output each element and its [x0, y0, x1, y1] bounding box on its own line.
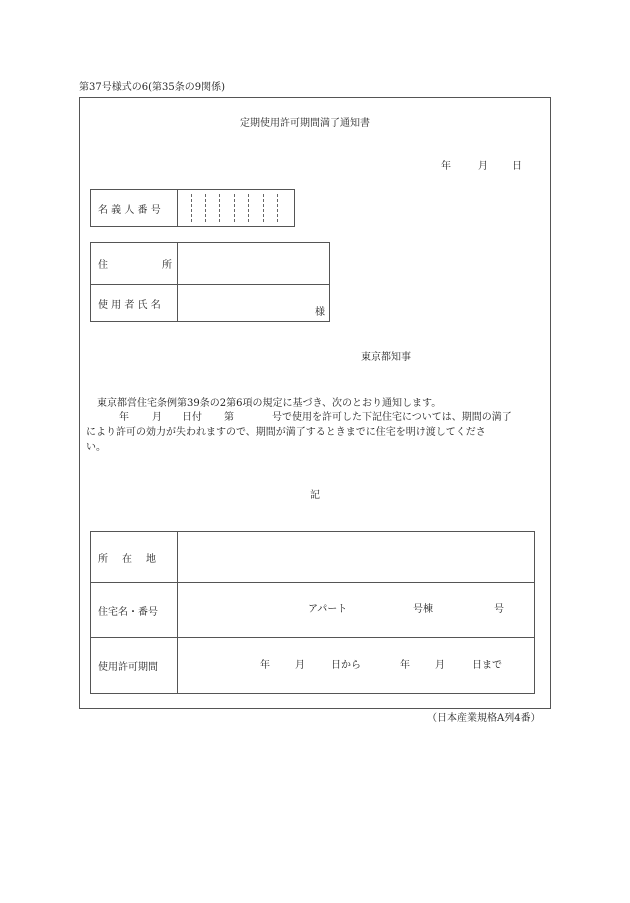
digit-divider [277, 194, 278, 222]
period-month-1: 月 [295, 660, 305, 671]
nominee-number-table [90, 189, 295, 227]
date-year: 年 [441, 161, 451, 172]
digit-divider [263, 194, 264, 222]
digit-divider [191, 194, 192, 222]
user-name-label: 使 用 者 氏 名 [91, 285, 178, 322]
period-month-2: 月 [435, 660, 445, 671]
user-name-field[interactable] [178, 285, 330, 322]
period-to: 日まで [472, 660, 502, 671]
housing-label: 住宅名・番号 [91, 583, 178, 638]
body-line-2-rest: 号で使用を許可した下記住宅については、期間の満了 [272, 412, 512, 423]
body-line-2-month: 月 [152, 412, 162, 423]
document-title: 定期使用許可期間満了通知書 [240, 118, 370, 129]
period-field[interactable] [178, 638, 535, 694]
digit-divider [205, 194, 206, 222]
period-from: 日から [331, 660, 361, 671]
ki-heading: 記 [310, 490, 320, 501]
issuer: 東京都知事 [361, 352, 411, 363]
body-line-3: により許可の効力が失われますので、期間が満了するときまでに住宅を明け渡してくださ [86, 427, 486, 438]
location-field[interactable] [178, 532, 535, 583]
period-year-2: 年 [400, 660, 410, 671]
address-label: 住 所 [91, 243, 178, 285]
location-label: 所 在 地 [91, 532, 178, 583]
period-label: 使用許可期間 [91, 638, 178, 694]
digit-divider [219, 194, 220, 222]
nominee-number-field[interactable] [178, 190, 295, 227]
body-line-2-no: 第 [224, 412, 234, 423]
housing-room: 号 [494, 604, 504, 615]
housing-field[interactable] [178, 583, 535, 638]
nominee-number-label: 名 義 人 番 号 [91, 190, 178, 227]
digit-divider [234, 194, 235, 222]
details-table [90, 531, 535, 694]
body-line-2-date: 日付 [182, 412, 202, 423]
body-line-1: 東京都営住宅条例第39条の2第6項の規定に基づき、次のとおり通知します。 [97, 398, 442, 409]
body-line-4: い。 [86, 442, 106, 453]
date-month: 月 [478, 161, 488, 172]
address-field[interactable] [178, 243, 330, 285]
housing-building: 号棟 [413, 604, 433, 615]
form-number: 第37号様式の6(第35条の9関係) [79, 82, 225, 93]
digit-divider [248, 194, 249, 222]
period-year-1: 年 [260, 660, 270, 671]
footer-paper-size: （日本産業規格A列4番） [427, 713, 541, 724]
recipient-table [90, 242, 330, 322]
honorific: 様 [315, 307, 325, 318]
body-line-2-year: 年 [119, 412, 129, 423]
date-day: 日 [512, 161, 522, 172]
housing-apart: アパート [308, 604, 348, 615]
